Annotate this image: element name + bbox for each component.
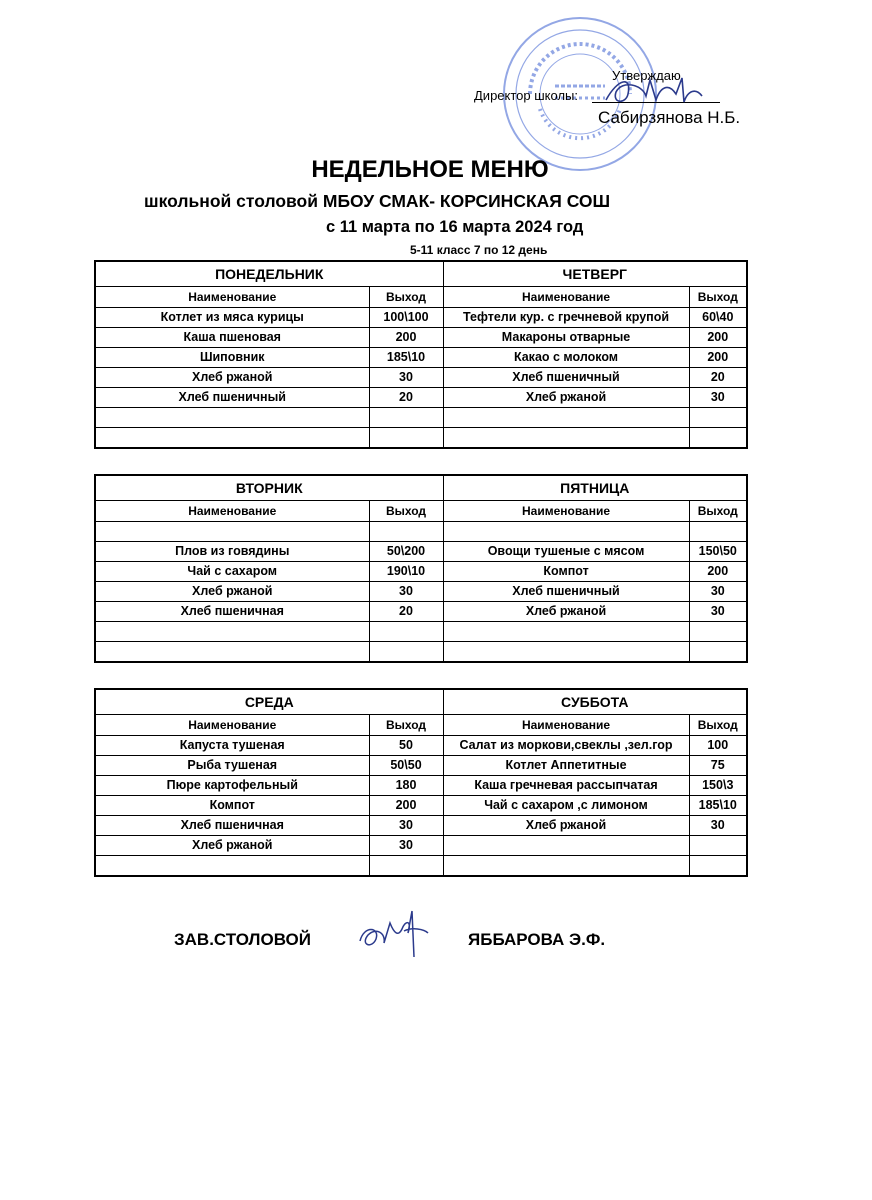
day-header: ЧЕТВЕРГ <box>443 261 747 287</box>
table-row <box>95 622 747 642</box>
dish-name <box>443 622 689 642</box>
table-row <box>95 736 747 756</box>
grade-info: 5-11 класс 7 по 12 день <box>410 243 548 257</box>
dish-name <box>443 408 689 428</box>
director-label: Директор школы: <box>474 88 578 103</box>
column-header-name: Наименование <box>95 501 369 522</box>
dish-name: Шиповник <box>95 348 369 368</box>
menu-table-wed-sat <box>94 688 748 877</box>
dish-yield <box>369 622 443 642</box>
canteen-head-role: ЗАВ.СТОЛОВОЙ <box>174 930 311 949</box>
menu-table-mon-thu <box>94 260 748 449</box>
dish-yield: 20 <box>689 368 747 388</box>
column-header-name: Наименование <box>95 287 369 308</box>
dish-name: Хлеб ржаной <box>95 368 369 388</box>
day-header: СУББОТА <box>443 689 747 715</box>
dish-yield <box>689 856 747 877</box>
column-header-yield: Выход <box>689 287 747 308</box>
column-header-yield: Выход <box>689 501 747 522</box>
dish-yield: 150\3 <box>689 776 747 796</box>
table-row <box>95 328 747 348</box>
dish-yield: 30 <box>369 836 443 856</box>
table-row <box>95 816 747 836</box>
approve-label: Утверждаю <box>612 68 681 83</box>
dish-name: Капуста тушеная <box>95 736 369 756</box>
dish-yield <box>369 428 443 449</box>
dish-yield <box>689 522 747 542</box>
column-header-yield: Выход <box>369 715 443 736</box>
dish-name: Плов из говядины <box>95 542 369 562</box>
dish-yield: 190\10 <box>369 562 443 582</box>
dish-yield: 185\10 <box>369 348 443 368</box>
table-row <box>95 368 747 388</box>
dish-name: Овощи тушеные с мясом <box>443 542 689 562</box>
table-row <box>95 408 747 428</box>
dish-yield: 30 <box>689 602 747 622</box>
dish-name: Пюре картофельный <box>95 776 369 796</box>
dish-name <box>443 856 689 877</box>
dish-yield: 30 <box>689 582 747 602</box>
dish-name: Рыба тушеная <box>95 756 369 776</box>
table-row <box>95 776 747 796</box>
dish-yield: 50\200 <box>369 542 443 562</box>
dish-name: Хлеб пшеничная <box>95 816 369 836</box>
dish-yield: 75 <box>689 756 747 776</box>
dish-name: Хлеб ржаной <box>95 582 369 602</box>
day-header: ПОНЕДЕЛЬНИК <box>95 261 443 287</box>
dish-yield: 100\100 <box>369 308 443 328</box>
dish-name <box>443 522 689 542</box>
dish-name <box>95 856 369 877</box>
column-header-yield: Выход <box>369 287 443 308</box>
dish-name: Хлеб ржаной <box>443 602 689 622</box>
page-title: НЕДЕЛЬНОЕ МЕНЮ <box>311 156 549 183</box>
dish-yield <box>689 622 747 642</box>
dish-name: Салат из моркови,свеклы ,зел.гор <box>443 736 689 756</box>
dish-name: Каша пшеновая <box>95 328 369 348</box>
table-row <box>95 562 747 582</box>
dish-yield: 50 <box>369 736 443 756</box>
dish-name: Каша гречневая рассыпчатая <box>443 776 689 796</box>
dish-name: Компот <box>443 562 689 582</box>
dish-name: Какао с молоком <box>443 348 689 368</box>
dish-yield <box>689 836 747 856</box>
dish-yield: 180 <box>369 776 443 796</box>
column-header-yield: Выход <box>689 715 747 736</box>
dish-name: Хлеб пшеничная <box>95 602 369 622</box>
dish-yield: 200 <box>369 796 443 816</box>
dish-name: Хлеб пшеничный <box>95 388 369 408</box>
dish-yield: 200 <box>689 562 747 582</box>
dish-yield <box>369 408 443 428</box>
menu-table-tue-fri <box>94 474 748 663</box>
day-header: ПЯТНИЦА <box>443 475 747 501</box>
dish-name: Хлеб пшеничный <box>443 582 689 602</box>
date-range: с 11 марта по 16 марта 2024 год <box>326 218 584 236</box>
dish-name <box>95 642 369 663</box>
table-row <box>95 428 747 449</box>
dish-name: Чай с сахаром <box>95 562 369 582</box>
column-header-name: Наименование <box>443 287 689 308</box>
dish-yield <box>369 522 443 542</box>
canteen-head-name: ЯББАРОВА Э.Ф. <box>468 930 606 949</box>
dish-yield: 30 <box>369 368 443 388</box>
dish-yield <box>369 856 443 877</box>
table-row <box>95 522 747 542</box>
table-row <box>95 348 747 368</box>
dish-yield: 20 <box>369 602 443 622</box>
dish-name: Хлеб пшеничный <box>443 368 689 388</box>
table-row <box>95 642 747 663</box>
dish-yield: 30 <box>369 582 443 602</box>
column-header-yield: Выход <box>369 501 443 522</box>
dish-yield: 100 <box>689 736 747 756</box>
director-signature-icon <box>598 70 708 112</box>
table-row <box>95 602 747 622</box>
page-subtitle: школьной столовой МБОУ СМАК- КОРСИНСКАЯ СОШ <box>144 191 611 211</box>
dish-yield: 185\10 <box>689 796 747 816</box>
dish-yield: 20 <box>369 388 443 408</box>
table-row <box>95 796 747 816</box>
dish-yield: 30 <box>689 816 747 836</box>
dish-yield: 150\50 <box>689 542 747 562</box>
dish-name: Котлет Аппетитные <box>443 756 689 776</box>
dish-name: Хлеб ржаной <box>95 836 369 856</box>
dish-name <box>443 642 689 663</box>
column-header-name: Наименование <box>443 715 689 736</box>
table-row <box>95 308 747 328</box>
dish-yield: 200 <box>689 328 747 348</box>
day-header: СРЕДА <box>95 689 443 715</box>
dish-name <box>95 522 369 542</box>
dish-yield: 200 <box>689 348 747 368</box>
director-name: Сабирзянова Н.Б. <box>598 108 741 127</box>
dish-name: Чай с сахаром ,с лимоном <box>443 796 689 816</box>
dish-yield: 50\50 <box>369 756 443 776</box>
column-header-name: Наименование <box>95 715 369 736</box>
dish-name: Тефтели кур. с гречневой крупой <box>443 308 689 328</box>
dish-yield <box>369 642 443 663</box>
table-row <box>95 756 747 776</box>
table-row <box>95 856 747 877</box>
dish-name <box>95 408 369 428</box>
dish-name <box>443 428 689 449</box>
dish-yield: 60\40 <box>689 308 747 328</box>
dish-name: Хлеб ржаной <box>443 388 689 408</box>
dish-yield <box>689 408 747 428</box>
table-row <box>95 388 747 408</box>
dish-name: Макароны отварные <box>443 328 689 348</box>
table-row <box>95 836 747 856</box>
dish-name: Котлет из мяса курицы <box>95 308 369 328</box>
dish-name: Хлеб ржаной <box>443 816 689 836</box>
table-row <box>95 582 747 602</box>
dish-yield <box>689 428 747 449</box>
day-header: ВТОРНИК <box>95 475 443 501</box>
dish-yield: 30 <box>369 816 443 836</box>
column-header-name: Наименование <box>443 501 689 522</box>
table-row <box>95 542 747 562</box>
dish-name <box>95 428 369 449</box>
dish-yield <box>689 642 747 663</box>
canteen-head-signature-icon <box>354 903 434 963</box>
dish-yield: 30 <box>689 388 747 408</box>
dish-name <box>443 836 689 856</box>
dish-name: Компот <box>95 796 369 816</box>
dish-name <box>95 622 369 642</box>
dish-yield: 200 <box>369 328 443 348</box>
